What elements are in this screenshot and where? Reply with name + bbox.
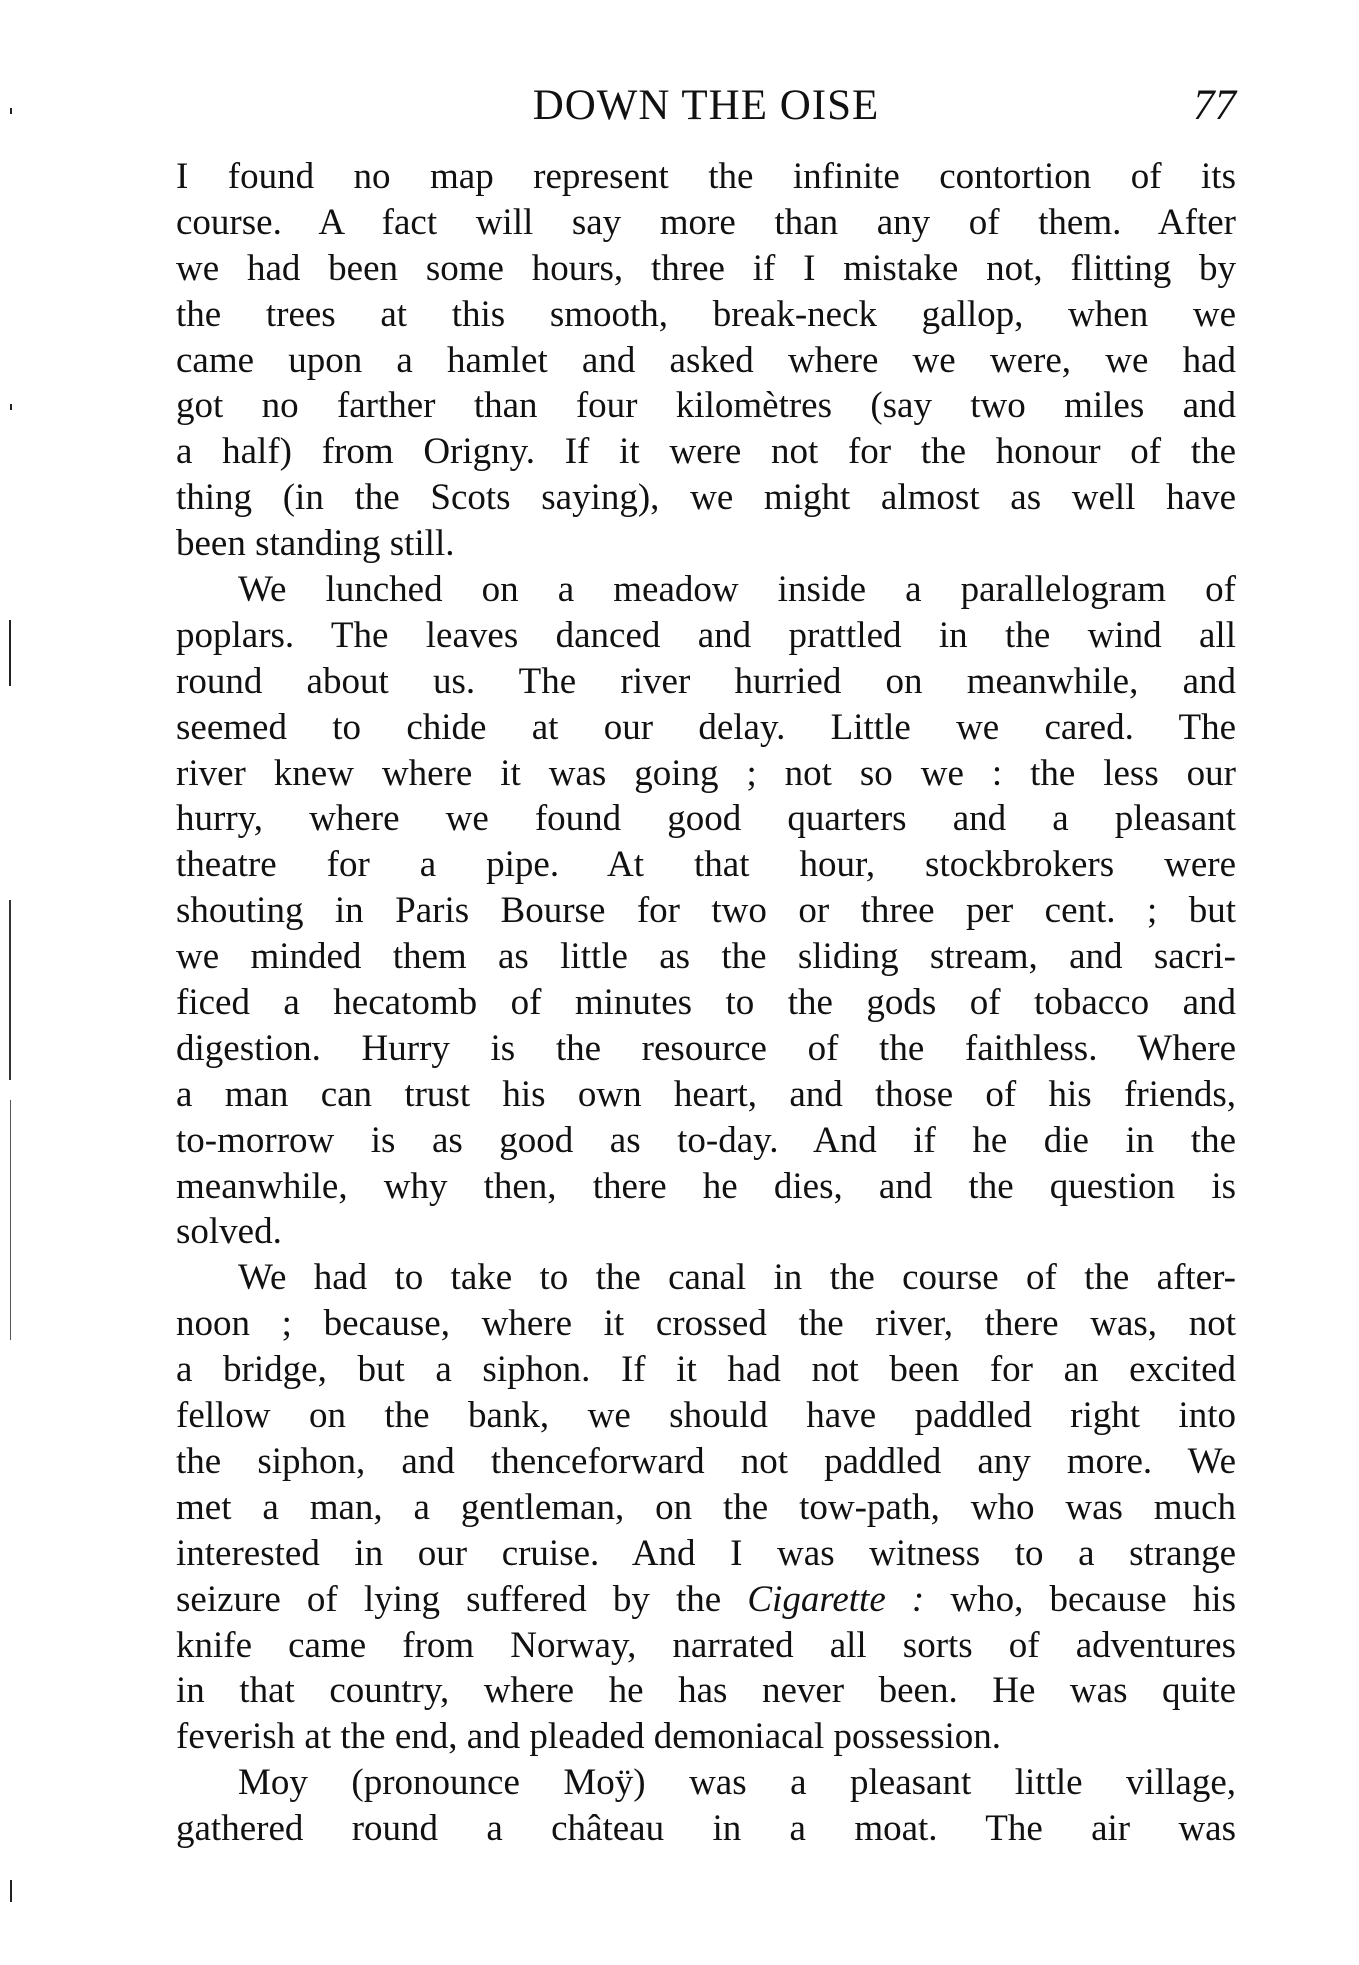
text-line: feverish at the end, and pleaded demoniacal possession.: [176, 1716, 1002, 1758]
text-line: met a man, a gentleman, on the tow-path, who was much: [176, 1486, 1236, 1528]
running-title: DOWN THE OISE: [532, 82, 880, 129]
text-line: thing (in the Scots saying), we might almost as well have: [176, 477, 1236, 519]
paragraph-start-line: We had to take to the canal in the course of the after-: [238, 1257, 1236, 1299]
text-line: hurry, where we found good quarters and a pleasant: [176, 798, 1236, 840]
text-line: gathered round a château in a moat. The air was: [176, 1808, 1236, 1850]
text-line: came upon a hamlet and asked where we were, we had: [176, 339, 1236, 381]
text-line: fellow on the bank, we should have paddled right into: [176, 1395, 1236, 1437]
text-line: course. A fact will say more than any of them. After: [176, 201, 1236, 243]
text-line: in that country, where he has never been. He was quite: [176, 1670, 1236, 1712]
text-line: a bridge, but a siphon. If it had not been for an excited: [176, 1349, 1236, 1391]
text-line: noon ; because, where it crossed the river, there was, not: [176, 1303, 1236, 1345]
text-line: river knew where it was going ; not so we : the less our: [176, 752, 1236, 794]
text-line: [176, 1577, 1236, 1623]
text-line: shouting in Paris Bourse for two or three per cent. ; but: [176, 890, 1236, 932]
line-segment: seizure of lying suffered by the: [176, 1578, 748, 1620]
scan-mark: [10, 108, 12, 114]
paragraph-start-line: We lunched on a meadow inside a parallelogram of: [238, 569, 1236, 611]
paragraph-start-line: Moy (pronounce Moÿ) was a pleasant little village,: [238, 1762, 1236, 1804]
text-line: a man can trust his own heart, and those of his friends,: [176, 1073, 1236, 1115]
scan-mark: [10, 1880, 12, 1902]
scan-mark: [10, 404, 12, 410]
text-line: I found no map represent the infinite contortion of its: [176, 156, 1236, 197]
page-number: 77: [1193, 82, 1236, 129]
text-line: round about us. The river hurried on meanwhile, and: [176, 660, 1236, 702]
text-line: digestion. Hurry is the resource of the faithless. Where: [176, 1027, 1236, 1069]
text-line: been standing still.: [176, 523, 455, 565]
text-line: seemed to chide at our delay. Little we cared. The: [176, 706, 1236, 748]
text-line: ficed a hecatomb of minutes to the gods of tobacco and: [176, 982, 1236, 1024]
text-line: the siphon, and thenceforward not paddled any more. We: [176, 1440, 1236, 1482]
text-line: the trees at this smooth, break-neck gallop, when we: [176, 293, 1236, 335]
text-line: a half) from Origny. If it were not for the honour of the: [176, 431, 1236, 473]
text-line: we had been some hours, three if I mistake not, flitting by: [176, 247, 1236, 289]
text-line: poplars. The leaves danced and prattled in the wind all: [176, 614, 1236, 656]
text-line: to-morrow is as good as to-day. And if he die in the: [176, 1119, 1236, 1161]
text-line: interested in our cruise. And I was witness to a strange: [176, 1532, 1236, 1574]
text-line: knife came from Norway, narrated all sorts of adventures: [176, 1624, 1236, 1666]
page-header: [176, 78, 1236, 134]
scan-mark: [9, 620, 11, 686]
text-line: we minded them as little as the sliding stream, and sacri-: [176, 936, 1236, 978]
italic-boat-name: Cigarette :: [747, 1578, 925, 1620]
text-line: solved.: [176, 1211, 282, 1253]
text-line: got no farther than four kilomètres (say two miles and: [176, 385, 1236, 427]
scan-mark: [10, 1100, 11, 1340]
body-text: [176, 154, 1236, 1852]
scan-mark: [9, 900, 11, 1080]
line-segment: who, because his: [924, 1578, 1236, 1620]
text-line: meanwhile, why then, there he dies, and the question is: [176, 1165, 1236, 1207]
text-line: theatre for a pipe. At that hour, stockbrokers were: [176, 844, 1236, 886]
